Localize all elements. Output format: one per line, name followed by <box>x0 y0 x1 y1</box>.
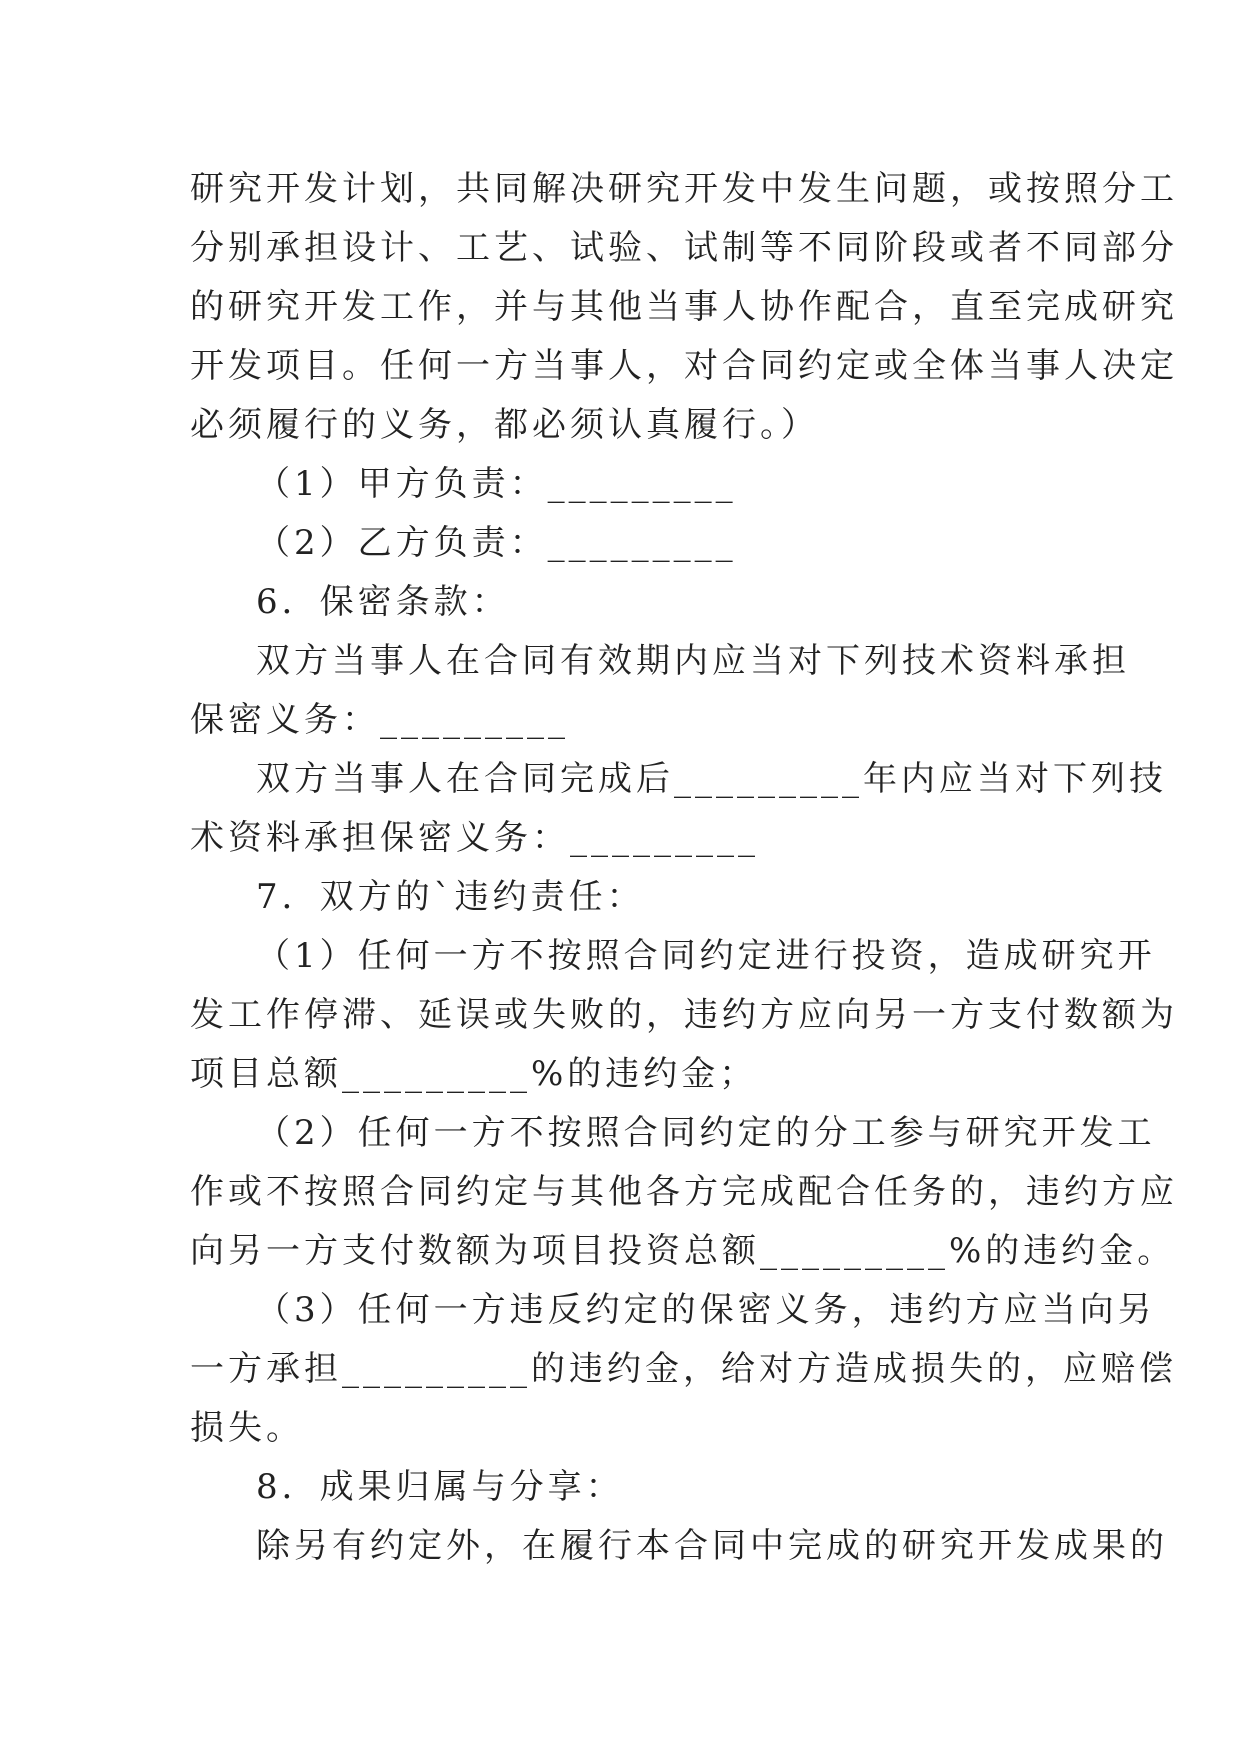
text-line: 损失。 <box>190 1408 304 1448</box>
text-line: 发工作停滞、延误或失败的，违约方应向另一方支付数额为 <box>190 995 1178 1035</box>
text-line: 研究开发计划，共同解决研究开发中发生问题，或按照分工 <box>190 169 1178 209</box>
text-line: 双方当事人在合同有效期内应当对下列技术资料承担 <box>256 641 1130 681</box>
text-line: （3）任何一方违反约定的保密义务，违约方应当向另 <box>256 1290 1156 1330</box>
text-line: 向另一方支付数额为项目投资总额_________%的违约金。 <box>190 1231 1176 1271</box>
text-line: （2）乙方负责：_________ <box>256 523 737 563</box>
text-line: 分别承担设计、工艺、试验、试制等不同阶段或者不同部分 <box>190 228 1178 268</box>
text-line: 作或不按照合同约定与其他各方完成配合任务的，违约方应 <box>190 1172 1178 1212</box>
text-line: 保密义务：_________ <box>190 700 569 740</box>
text-line: 双方当事人在合同完成后_________年内应当对下列技 <box>256 759 1167 799</box>
text-line: 术资料承担保密义务：_________ <box>190 818 759 858</box>
text-line: （1）甲方负责：_________ <box>256 464 737 504</box>
text-line: 开发项目。任何一方当事人，对合同约定或全体当事人决定 <box>190 346 1178 386</box>
text-line: 项目总额_________%的违约金； <box>190 1054 758 1094</box>
section-heading: 6．保密条款： <box>256 582 510 622</box>
text-line: 除另有约定外，在履行本合同中完成的研究开发成果的 <box>256 1526 1168 1566</box>
document-body <box>190 160 1178 1576</box>
text-line: 一方承担_________的违约金，给对方造成损失的，应赔偿 <box>190 1349 1177 1389</box>
section-heading: 7．双方的`违约责任： <box>256 877 645 917</box>
section-heading: 8．成果归属与分享： <box>256 1467 624 1507</box>
text-line: 必须履行的义务，都必须认真履行。） <box>190 405 819 445</box>
text-line: （1）任何一方不按照合同约定进行投资，造成研究开 <box>256 936 1156 976</box>
text-line: 的研究开发工作，并与其他当事人协作配合，直至完成研究 <box>190 287 1178 327</box>
text-line: （2）任何一方不按照合同约定的分工参与研究开发工 <box>256 1113 1156 1153</box>
